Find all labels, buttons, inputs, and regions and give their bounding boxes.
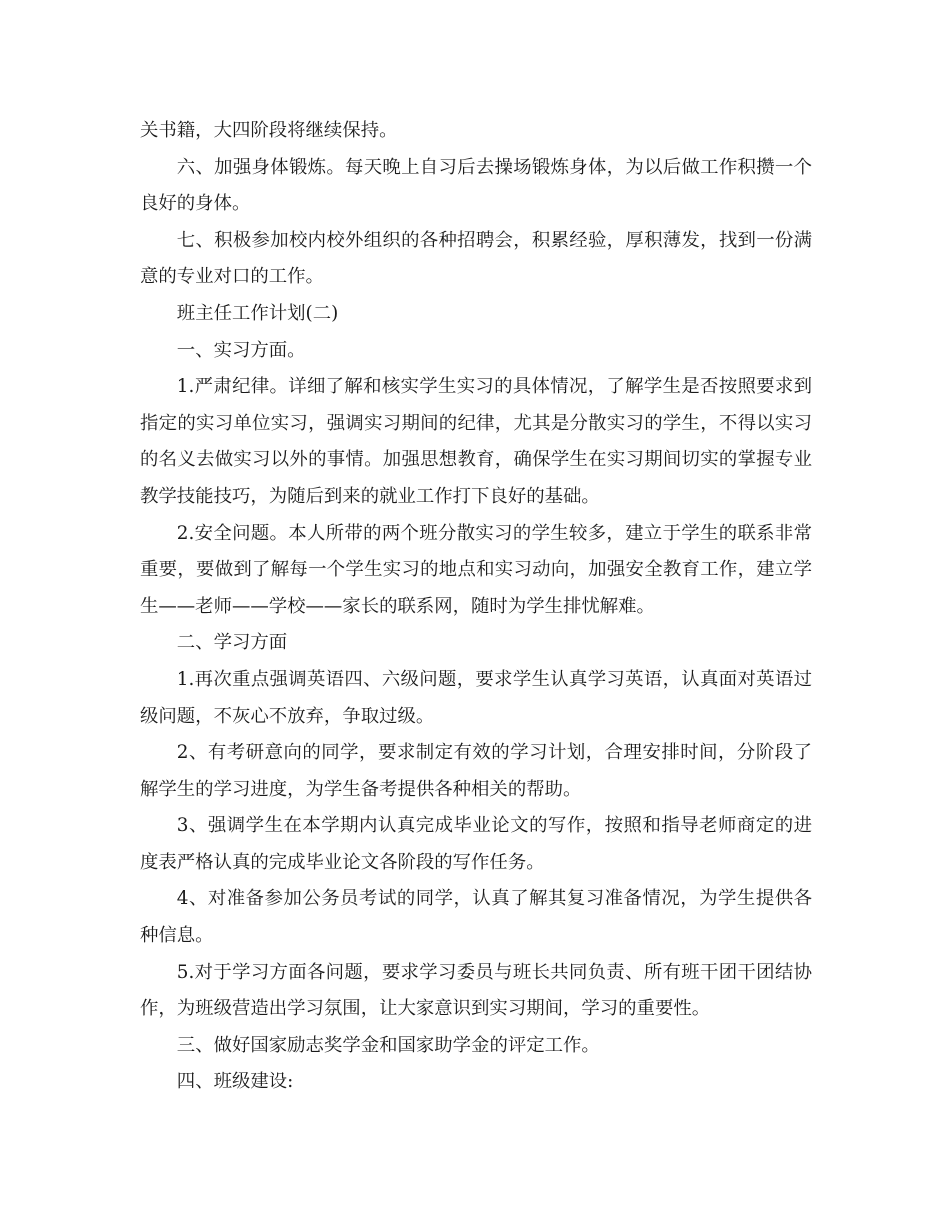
paragraph-english: 1.再次重点强调英语四、六级问题，要求学生认真学习英语，认真面对英语过级问题，不灰心不放弃，争取过级。: [140, 668, 812, 727]
paragraph-item-7: 七、积极参加校内校外组织的各种招聘会，积累经验，厚积薄发，找到一份满意的专业对口的工作。: [140, 229, 812, 288]
paragraph-item-6: 六、加强身体锻炼。每天晚上自习后去操场锻炼身体，为以后做工作积攒一个良好的身体。: [140, 156, 812, 215]
heading-study: 二、学习方面: [176, 632, 288, 654]
heading-class-building: 四、班级建设:: [176, 1071, 294, 1093]
paragraph-cooperation: 5.对于学习方面各问题，要求学习委员与班长共同负责、所有班干团干团结协作，为班级营造出学习氛围，让大家意识到实习期间，学习的重要性。: [140, 961, 812, 1020]
paragraph-continuation: 关书籍，大四阶段将继续保持。: [140, 120, 398, 141]
document-body: [140, 113, 812, 1101]
paragraph-postgrad: 2、有考研意向的同学，要求制定有效的学习计划，合理安排时间，分阶段了解学生的学习进度，为学生备考提供各种相关的帮助。: [140, 742, 812, 800]
paragraph-safety: 2.安全问题。本人所带的两个班分散实习的学生较多，建立于学生的联系非常重要，要做到了解每一个学生实习的地点和实习动向，加强安全教育工作，建立学生——老师——学校——家长的联系网，随时为学生排忧解难。: [140, 522, 812, 617]
paragraph-civil-service: 4、对准备参加公务员考试的同学，认真了解其复习准备情况，为学生提供各种信息。: [140, 888, 812, 947]
heading-internship: 一、实习方面。: [176, 339, 306, 361]
section-title: 班主任工作计划(二): [176, 302, 339, 324]
paragraph-discipline: 1.严肃纪律。详细了解和核实学生实习的具体情况，了解学生是否按照要求到指定的实习单位实习，强调实习期间的纪律，尤其是分散实习的学生，不得以实习的名义去做实习以外的事情。加强思想教育，确保学生在实习期间切实的掌握专业教学技能技巧，为随后到来的就业工作打下良好的基础。: [140, 376, 812, 507]
heading-scholarship: 三、做好国家励志奖学金和国家助学金的评定工作。: [176, 1034, 600, 1056]
paragraph-thesis: 3、强调学生在本学期内认真完成毕业论文的写作，按照和指导老师商定的进度表严格认真的完成毕业论文各阶段的写作任务。: [140, 815, 812, 873]
